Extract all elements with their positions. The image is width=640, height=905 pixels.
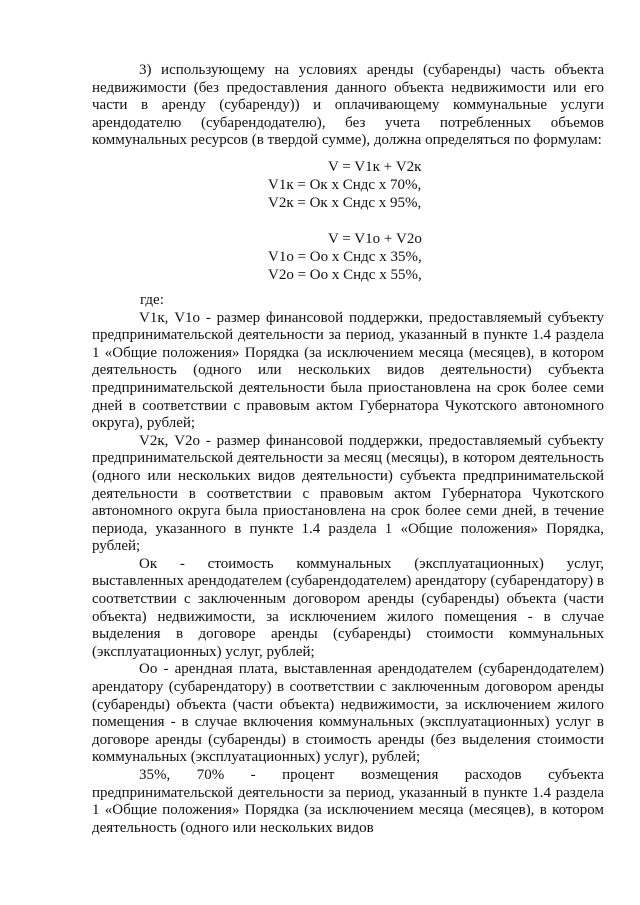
formula-line: V = V1к + V2к <box>328 158 422 175</box>
definition-oo: Оо - арендная плата, выставленная арендодателем (субарендодателем) арендатору (субарендатору) в соответствии с заключенным договором аренды (субаренды) объекта (части объекта) недвижимости, за исключением жилого помещения - в случае включения коммунальных (эксплуатационных) услуг в договоре аренды (субаренды) в стоимость аренды (без выделения стоимости коммунальных (эксплуатационных) услуг), рублей; <box>92 661 604 766</box>
formula-line: V1к = Ок x Cндс x 70%, <box>268 176 422 193</box>
definition-ok: Ок - стоимость коммунальных (эксплуатационных) услуг, выставленных арендодателем (субарендодателем) арендатору (субарендатору) в соответствии с заключенным договором аренды (субаренды) объекта (части объекта) недвижимости, за исключением жилого помещения - в случае выделения в договоре аренды (субаренды) стоимости коммунальных (эксплуатационных) услуг, рублей; <box>92 555 604 660</box>
formula-line: V = V1о + V2о <box>328 230 422 247</box>
formula-line: V1о = Оо x Cндс x 35%, <box>268 248 422 265</box>
where-label: где: <box>140 291 164 308</box>
definition-percent: 35%, 70% - процент возмещения расходов субъекта предпринимательской деятельности за период, указанный в пункте 1.4 раздела 1 «Общие положения» Порядка (за исключением месяца (месяцев), в котором деятельность (одного или нескольких видов <box>92 767 604 836</box>
formula-group-2 <box>92 230 604 284</box>
intro-paragraph: 3) использующему на условиях аренды (субаренды) часть объекта недвижимости (без предоставления данного объекта недвижимости или его части в аренду (субаренду)) и оплачивающему коммунальные услуги арендодателю (субарендодателю), без учета потребленных объемов коммунальных ресурсов (в твердой сумме), должна определяться по формулам: <box>92 62 604 149</box>
definition-v1: V1к, V1о - размер финансовой поддержки, предоставляемый субъекту предпринимательской деятельности за период, указанный в пункте 1.4 раздела 1 «Общие положения» Порядка (за исключением месяца (месяцев), в котором деятельность (одного или нескольких видов деятельности) субъекта предпринимательской деятельности была приостановлена на срок более семи дней в соответствии с правовым актом Губернатора Чукотского автономного округа), рублей; <box>92 309 604 432</box>
document-page <box>92 62 604 837</box>
definition-v2: V2к, V2о - размер финансовой поддержки, предоставляемый субъекту предпринимательской деятельности за месяц (месяцы), в котором деятельность (одного или нескольких видов деятельности) субъекта предпринимательской деятельности в соответствии с правовым актом Губернатора Чукотского автономного округа была приостановлена на срок более семи дней, в течение периода, указанного в пункте 1.4 раздела 1 «Общие положения» Порядка, рублей; <box>92 432 604 555</box>
formula-line: V2к = Ок x Cндс x 95%, <box>268 194 422 211</box>
formula-group-1 <box>92 158 604 212</box>
formula-line: V2о = Оо x Cндс x 55%, <box>268 266 422 283</box>
